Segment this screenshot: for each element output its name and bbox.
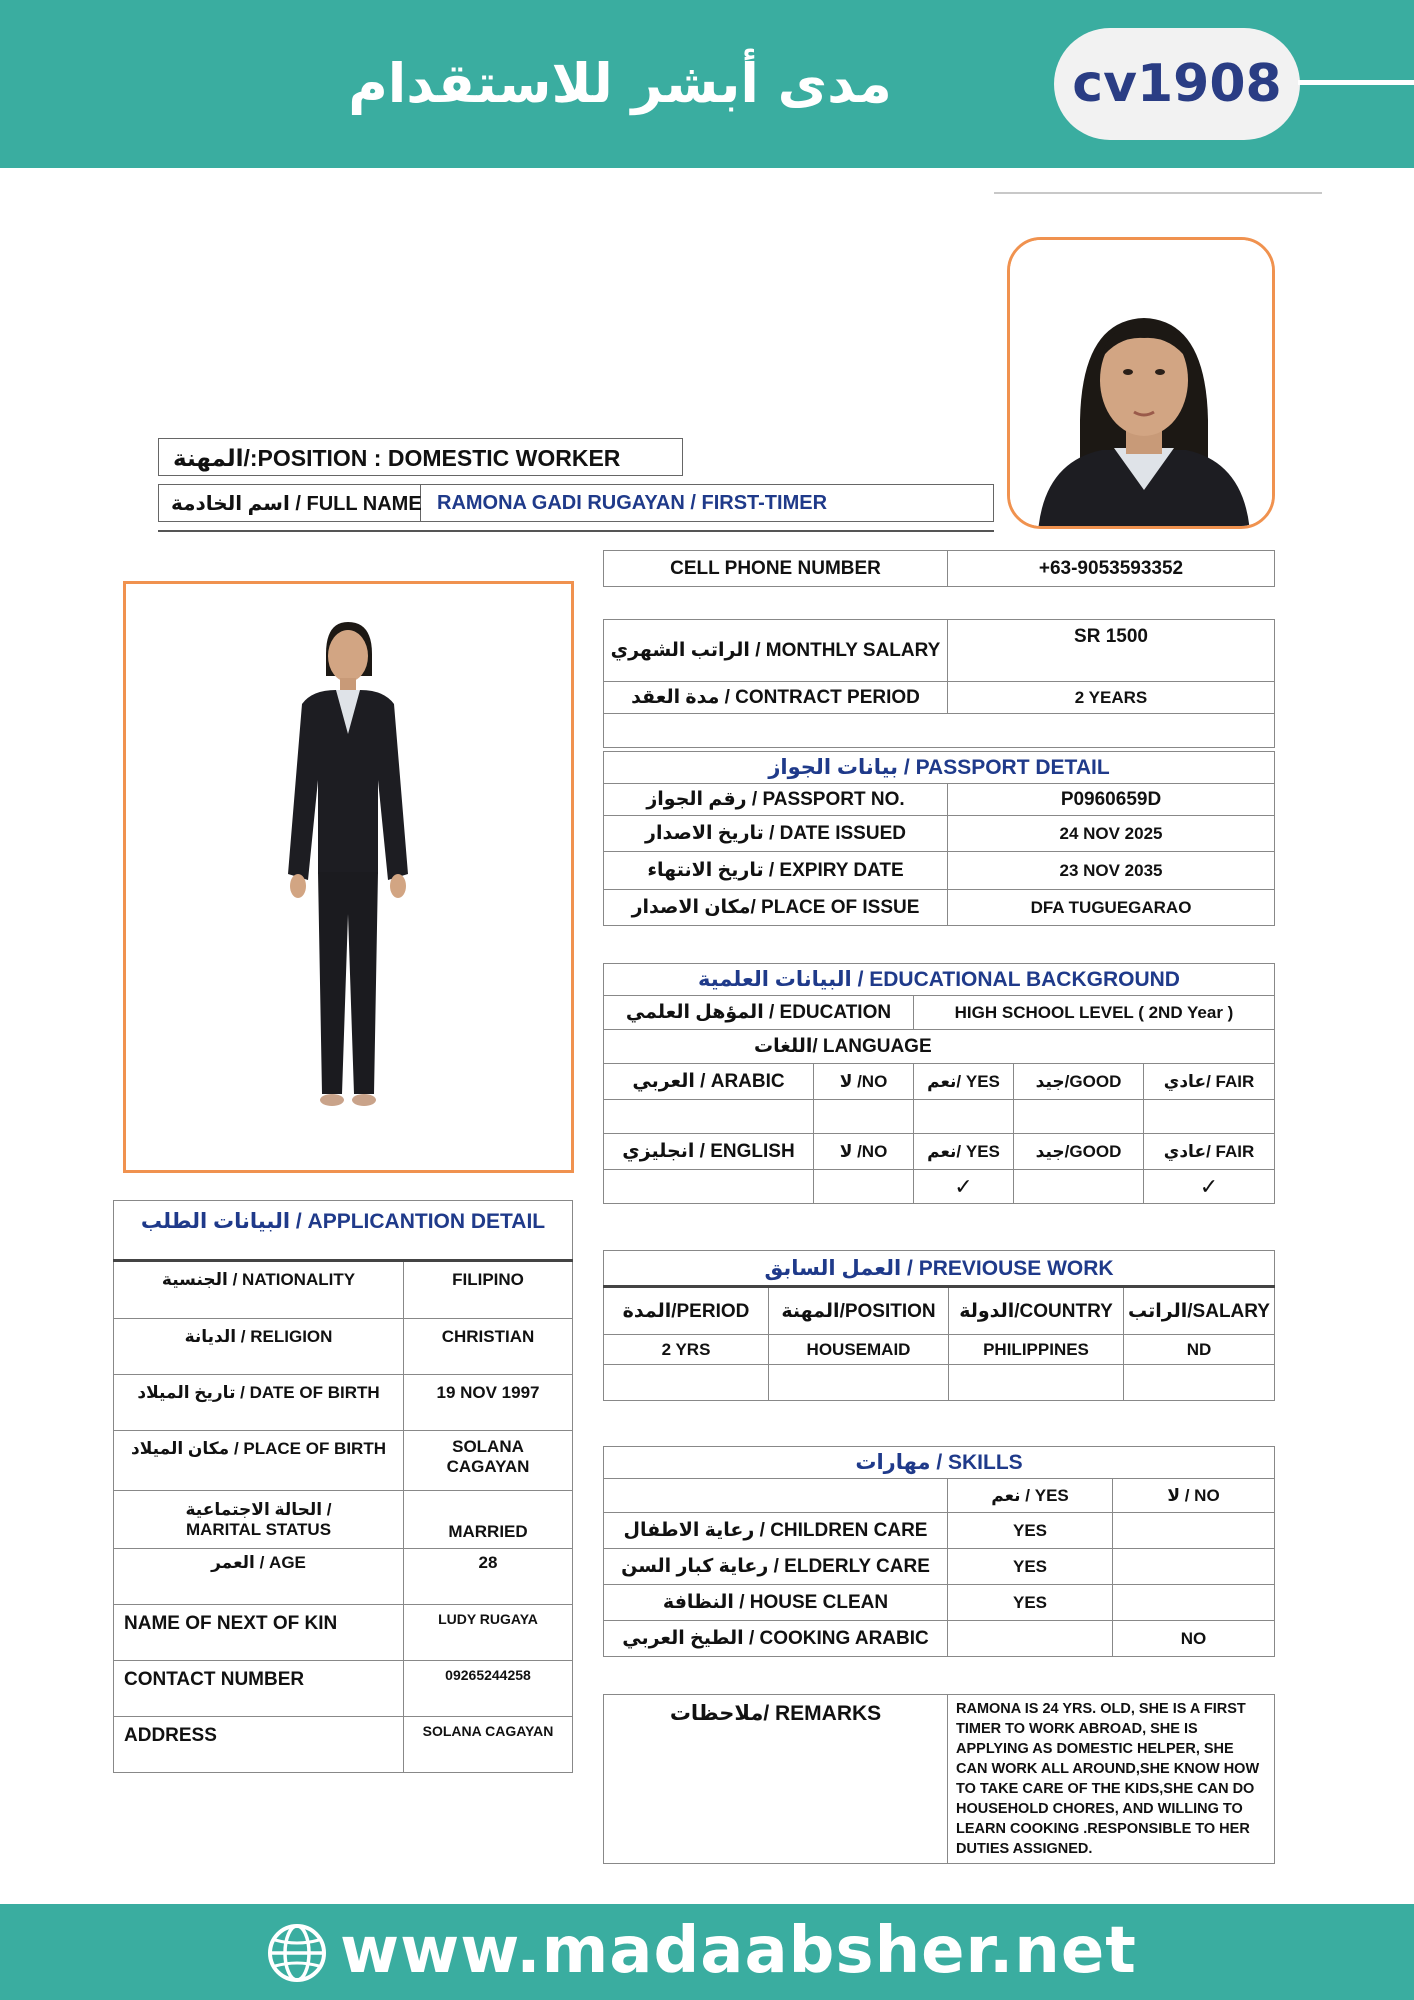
education-label: المؤهل العلمي / EDUCATION	[604, 996, 914, 1030]
skills-title: مهارات / SKILLS	[604, 1447, 1275, 1479]
phone-table	[603, 550, 1275, 587]
work-header-country: الدولة/COUNTRY	[949, 1287, 1124, 1335]
work-header-position: المهنة/POSITION	[769, 1287, 949, 1335]
contact-number-value: 09265244258	[404, 1661, 573, 1717]
nationality-label: الجنسية / NATIONALITY	[114, 1261, 404, 1319]
divider	[994, 192, 1322, 194]
skill-cooking-arabic-yes	[948, 1621, 1113, 1657]
skill-children-care-label: رعاية الاطفال / CHILDREN CARE	[604, 1513, 948, 1549]
full-name-label: اسم الخادمة / FULL NAME	[159, 485, 421, 521]
divider	[158, 530, 994, 532]
position-field: المهنة/:POSITION : DOMESTIC WORKER	[158, 438, 683, 476]
skills-no-header: لا / NO	[1113, 1479, 1275, 1513]
place-of-issue-value: DFA TUGUEGARAO	[948, 890, 1275, 926]
remarks-label: ملاحظات/ REMARKS	[604, 1695, 948, 1864]
passport-table	[603, 751, 1275, 926]
passport-no-value: P0960659D	[948, 784, 1275, 816]
skills-yes-header: نعم / YES	[948, 1479, 1113, 1513]
expiry-date-value: 23 NOV 2035	[948, 852, 1275, 890]
skill-children-care-yes: YES	[948, 1513, 1113, 1549]
address-label: ADDRESS	[114, 1717, 404, 1773]
next-of-kin-value: LUDY RUGAYA	[404, 1605, 573, 1661]
skill-elderly-care-no	[1113, 1549, 1275, 1585]
contract-period-value: 2 YEARS	[948, 682, 1275, 714]
header-banner	[0, 0, 1414, 168]
monthly-salary-value: SR 1500	[948, 620, 1275, 682]
work-salary: ND	[1124, 1335, 1275, 1365]
arabic-yes: نعم/ YES	[914, 1064, 1014, 1100]
marital-status-label: الحالة الاجتماعية / MARITAL STATUS	[114, 1491, 404, 1549]
work-period: 2 YRS	[604, 1335, 769, 1365]
pob-value: SOLANA CAGAYAN	[404, 1431, 573, 1491]
education-value: HIGH SCHOOL LEVEL ( 2ND Year )	[914, 996, 1275, 1030]
arabic-no: لا /NO	[814, 1064, 914, 1100]
work-header-salary: الراتب/SALARY	[1124, 1287, 1275, 1335]
work-header-period: المدة/PERIOD	[604, 1287, 769, 1335]
website-url[interactable]: www.madaabsher.net	[340, 1914, 1137, 1988]
skill-house-clean-label: النظافة / HOUSE CLEAN	[604, 1585, 948, 1621]
english-fair-check: ✓	[1144, 1170, 1275, 1204]
work-country: PHILIPPINES	[949, 1335, 1124, 1365]
expiry-date-label: تاريخ الانتهاء / EXPIRY DATE	[604, 852, 948, 890]
english-good: جيد/GOOD	[1014, 1134, 1144, 1170]
arabic-fair: عادي/ FAIR	[1144, 1064, 1275, 1100]
education-table	[603, 963, 1275, 1204]
portrait-photo	[1007, 237, 1275, 529]
monthly-salary-label: الراتب الشهري / MONTHLY SALARY	[604, 620, 948, 682]
skill-house-clean-yes: YES	[948, 1585, 1113, 1621]
address-value: SOLANA CAGAYAN	[404, 1717, 573, 1773]
footer-banner	[0, 1904, 1414, 2000]
date-issued-value: 24 NOV 2025	[948, 816, 1275, 852]
next-of-kin-label: NAME OF NEXT OF KIN	[114, 1605, 404, 1661]
contract-period-label: مدة العقد / CONTRACT PERIOD	[604, 682, 948, 714]
application-title: البيانات الطلب / APPLICANTION DETAIL	[114, 1201, 573, 1261]
work-position: HOUSEMAID	[769, 1335, 949, 1365]
globe-icon	[266, 1922, 328, 1984]
phone-value: +63-9053593352	[948, 551, 1275, 587]
skill-elderly-care-yes: YES	[948, 1549, 1113, 1585]
application-table	[113, 1200, 573, 1773]
full-name-row	[158, 484, 994, 522]
phone-label: CELL PHONE NUMBER	[604, 551, 948, 587]
nationality-value: FILIPINO	[404, 1261, 573, 1319]
contact-number-label: CONTACT NUMBER	[114, 1661, 404, 1717]
age-value: 28	[404, 1549, 573, 1605]
skill-elderly-care-label: رعاية كبار السن / ELDERLY CARE	[604, 1549, 948, 1585]
previous-work-table	[603, 1250, 1275, 1401]
passport-no-label: رقم الجواز / PASSPORT NO.	[604, 784, 948, 816]
english-yes: نعم/ YES	[914, 1134, 1014, 1170]
salary-table	[603, 619, 1275, 748]
age-label: العمر / AGE	[114, 1549, 404, 1605]
place-of-issue-label: مكان الاصدار/ PLACE OF ISSUE	[604, 890, 948, 926]
passport-title: بيانات الجواز / PASSPORT DETAIL	[604, 752, 1275, 784]
religion-label: الديانة / RELIGION	[114, 1319, 404, 1375]
remarks-text: RAMONA IS 24 YRS. OLD, SHE IS A FIRST TIMER TO WORK ABROAD, SHE IS APPLYING AS DOMESTIC HELPER, SHE CAN WORK ALL AROUND,SHE KNOW HOW TO TAKE CARE OF THE KIDS,SHE CAN DO HOUSEHOLD CHORES, AND WILLING TO LEARN COOKING .RESPONSIBLE TO HER DUTIES ASSIGNED.	[948, 1695, 1275, 1864]
cv-code-badge: cv1908	[1054, 28, 1300, 140]
date-issued-label: تاريخ الاصدار / DATE ISSUED	[604, 816, 948, 852]
english-label: انجليزي / ENGLISH	[604, 1134, 814, 1170]
religion-value: CHRISTIAN	[404, 1319, 573, 1375]
education-title: البيانات العلمية / EDUCATIONAL BACKGROUND	[604, 964, 1275, 996]
remarks-table	[603, 1694, 1275, 1864]
full-name-value: RAMONA GADI RUGAYAN / FIRST-TIMER	[437, 492, 828, 514]
dob-label: تاريخ الميلاد / DATE OF BIRTH	[114, 1375, 404, 1431]
english-fair: عادي/ FAIR	[1144, 1134, 1275, 1170]
dob-value: 19 NOV 1997	[404, 1375, 573, 1431]
arabic-label: العربي / ARABIC	[604, 1064, 814, 1100]
marital-status-value: MARRIED	[404, 1491, 573, 1549]
pob-label: مكان الميلاد / PLACE OF BIRTH	[114, 1431, 404, 1491]
skill-cooking-arabic-label: الطيخ العربي / COOKING ARABIC	[604, 1621, 948, 1657]
skill-house-clean-no	[1113, 1585, 1275, 1621]
previous-work-title: العمل السابق / PREVIOUSE WORK	[604, 1251, 1275, 1287]
english-no: لا /NO	[814, 1134, 914, 1170]
english-yes-check: ✓	[914, 1170, 1014, 1204]
brand-title: مدى أبشر للاستقدام	[348, 52, 892, 115]
full-body-photo	[123, 581, 574, 1173]
header-decor-line	[1298, 80, 1414, 85]
arabic-good: جيد/GOOD	[1014, 1064, 1144, 1100]
skills-table	[603, 1446, 1275, 1657]
language-label: اللغات/ LANGUAGE	[604, 1030, 1275, 1064]
skill-children-care-no	[1113, 1513, 1275, 1549]
skill-cooking-arabic-no: NO	[1113, 1621, 1275, 1657]
